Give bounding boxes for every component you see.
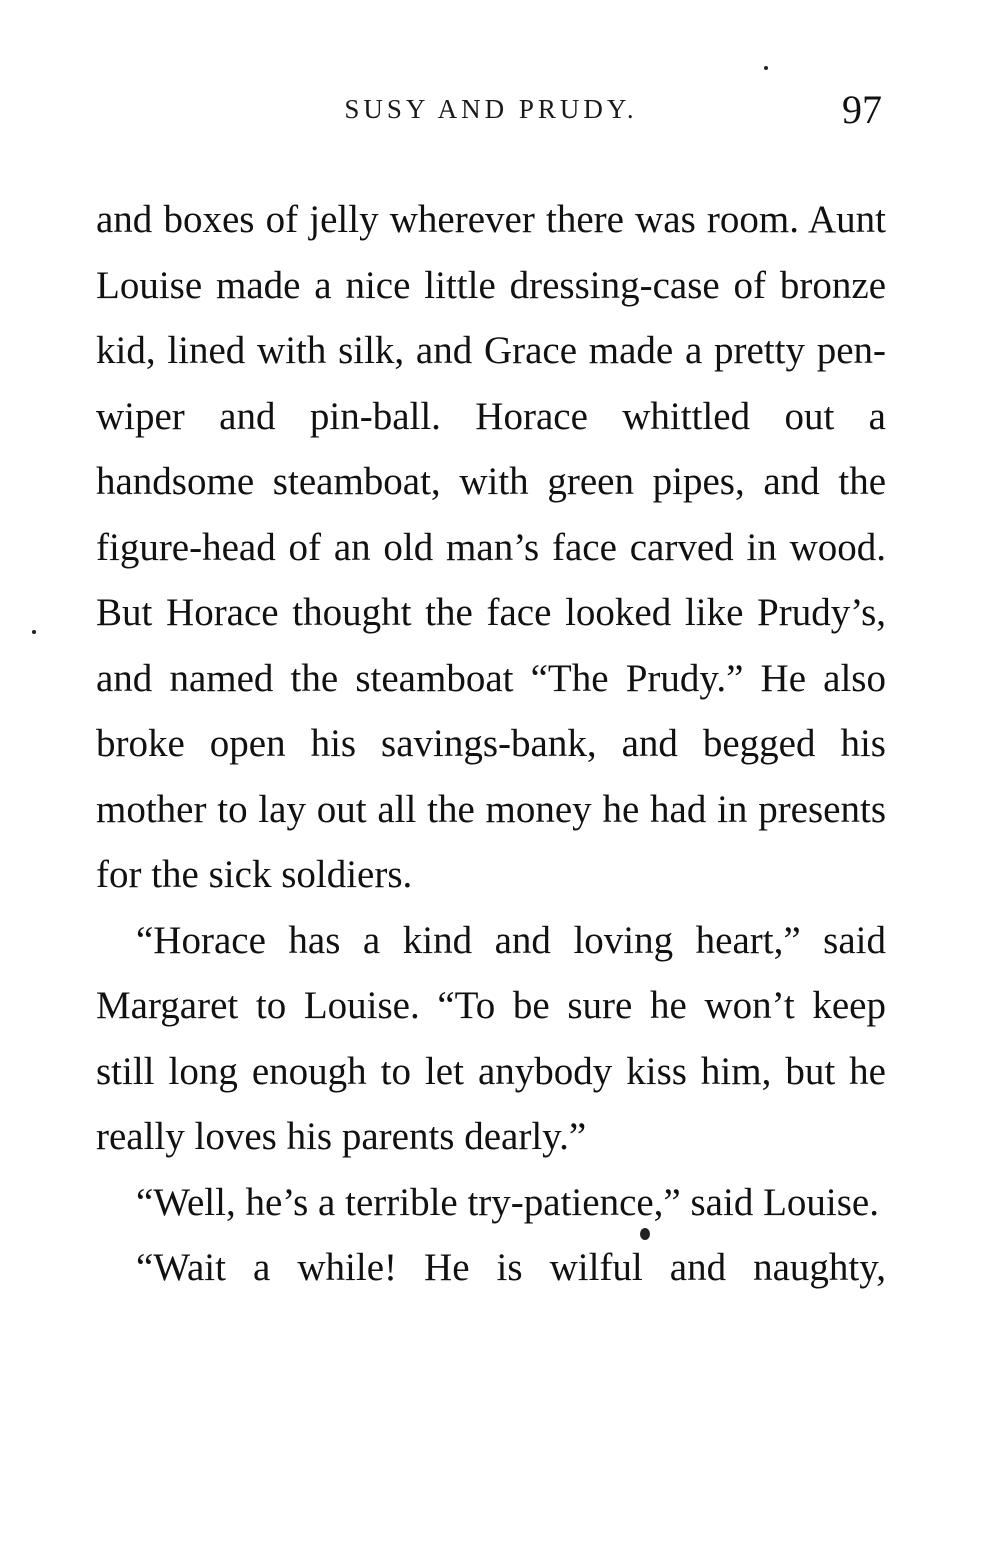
ink-speck [32,630,36,634]
paragraph: “Well, he’s a terrible try-patience,” said Louise. [136,1180,879,1224]
page-number: 97 [842,87,882,132]
body-text [96,187,886,1301]
ink-speck [640,1228,650,1240]
running-head [96,86,886,136]
running-title: SUSY AND PRUDY. [344,94,638,124]
paragraph: “Horace has a kind and loving heart,” said Margaret to Louise. “To be sure he won’t keep still long enough to let anybody kiss him, but he really loves his parents dearly.” [96,918,886,1158]
paragraph: “Wait a while! He is wilful and naughty, [136,1246,886,1289]
paragraph: and boxes of jelly wherever there was room. Aunt Louise made a nice little dressing-case of bronze kid, lined with silk, and Grace made a pretty pen-wiper and pin-ball. Horace whittled out a handsome steamboat, with green pipes, and the figure-head of an old man’s face carved in wood. But Horace thought the face looked like Prudy’s, and named the steamboat “The Prudy.” He also broke open his savings-bank, and begged his mother to lay out all the money he had in presents for the sick soldiers. [96,198,886,896]
ink-speck [764,66,768,70]
